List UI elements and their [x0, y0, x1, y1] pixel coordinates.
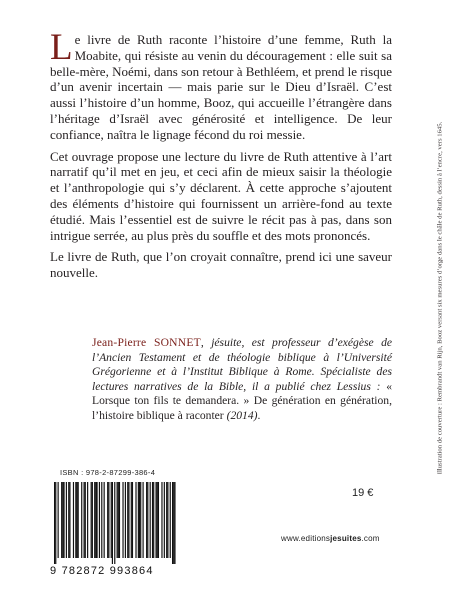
barcode-bar: [92, 482, 93, 558]
website-prefix: www.editions: [281, 534, 331, 543]
barcode-bar: [91, 482, 92, 558]
barcode-bar: [119, 482, 120, 558]
barcode-bar: [66, 482, 67, 558]
drop-cap: L: [50, 27, 73, 68]
barcode-bar: [143, 482, 144, 558]
barcode-bar: [62, 482, 63, 558]
barcode-bar: [54, 482, 55, 564]
author-bio-text-1: , jésuite, est professeur d’exégèse de l’Ancien Testament et de théologie biblique à l’Université Grégorienne et à l’Institut Biblique à Rome. Spécialiste des lectures narratives de la Bible, il a publié chez Lessius :: [92, 336, 393, 393]
barcode-bar: [173, 482, 174, 564]
barcode-bar: [170, 482, 171, 558]
barcode-bar: [69, 482, 70, 558]
barcode-bar: [104, 482, 105, 558]
barcode-bar: [108, 482, 109, 558]
barcode-bar: [78, 482, 79, 558]
website-brand: jesuites: [330, 534, 362, 543]
barcode-bar: [161, 482, 162, 558]
barcode-bar: [138, 482, 139, 558]
author-name: Jean-Pierre SONNET: [92, 336, 201, 349]
barcode-bar: [81, 482, 82, 558]
author-book-quote: « Lorsque ton fils te demandera. »: [92, 379, 392, 408]
barcode-bar: [167, 482, 168, 558]
barcode-bar: [150, 482, 151, 558]
barcode-bar: [153, 482, 154, 558]
barcode-bar: [146, 482, 147, 558]
cover-illustration-credit: [434, 18, 446, 578]
blurb-text-1: e livre de Ruth raconte l’histoire d’une femme, Ruth la Moabite, qui résiste au venin du découragement : elle suit sa belle-mère, Noémi, dans son retour à Bethléem, et prend le risque d’un avenir incertain — mais parie sur le Dieu d’Israël. C’est aussi l’histoire d’un homme, Booz, qui accueille l’étrangère dans l’héritage d’Israël avec générosité et intelligence. De leur confiance, naîtra le lignage fécond du roi messie.: [50, 32, 392, 142]
barcode-bar: [157, 482, 158, 558]
barcode-bar: [166, 482, 167, 558]
barcode-bar: [95, 482, 96, 558]
barcode-bar: [122, 482, 123, 558]
barcode-bar: [63, 482, 64, 558]
barcode-bar: [127, 482, 128, 558]
barcode-bar: [87, 482, 88, 558]
barcode-bar: [117, 482, 118, 558]
barcode-bar: [158, 482, 159, 558]
website-url[interactable]: [281, 534, 380, 543]
barcode-icon: [54, 482, 176, 564]
blurb-paragraph-2: Cet ouvrage propose une lecture du livre de Ruth attentive à l’art narratif qu’il met en jeu, et ceci afin de mieux saisir la théologie et l’anthropologie qui s’y déclarent. À cette approche s’ajoutent des éléments d’histoire qui fournissent un arrière-fond au texte étudié. Mais l’essentiel est de suivre le récit pas à pas, dans son intrigue serrée, au plus près du souffle et des mots prononcés.: [50, 148, 392, 243]
barcode-bar: [107, 482, 108, 558]
barcode-bar: [164, 482, 165, 558]
barcode-bar: [96, 482, 97, 558]
barcode-bar: [111, 482, 112, 558]
barcode-bar: [114, 482, 115, 564]
website-suffix: .com: [361, 534, 380, 543]
barcode-bar: [174, 482, 175, 564]
barcode-bar: [101, 482, 102, 558]
barcode-bar: [118, 482, 119, 558]
barcode-bar: [152, 482, 153, 558]
barcode-bar: [68, 482, 69, 558]
barcode-bar: [61, 482, 62, 558]
credit-text: Illustration de couverture : Rembrandt van Rijn, Booz versant six mesures d’orge dans le châle de Ruth, dessin à l’encre, vers 1645.: [436, 121, 444, 475]
blurb-paragraph-1: [50, 27, 392, 143]
barcode-bar: [140, 482, 141, 558]
barcode-bar: [94, 482, 95, 558]
barcode-bar: [73, 482, 74, 558]
barcode-bar: [125, 482, 126, 558]
barcode-bar: [131, 482, 132, 558]
barcode-bar: [155, 482, 156, 558]
barcode-bar: [76, 482, 77, 558]
blurb: [50, 27, 392, 281]
barcode-bar: [85, 482, 86, 558]
barcode-digits: 9 782872 993864: [50, 565, 154, 577]
author-book-year: (2014): [226, 408, 258, 422]
barcode-bar: [55, 482, 56, 564]
barcode-bar: [112, 482, 113, 564]
author-bio-text-2: De génération en génération, l’histoire biblique à raconter: [92, 394, 393, 422]
price: 19 €: [352, 487, 374, 499]
barcode-bar: [139, 482, 140, 558]
barcode-bar: [132, 482, 133, 558]
isbn-label: ISBN : 978-2-87299-386-4: [60, 468, 156, 477]
isbn-barcode-block: [50, 468, 180, 580]
author-bio: [92, 336, 392, 424]
barcode-bar: [58, 482, 59, 558]
barcode-bar: [135, 482, 136, 558]
blurb-paragraph-3: Le livre de Ruth, que l’on croyait connaître, prend ici une saveur nouvelle.: [50, 249, 392, 281]
barcode-bar: [99, 482, 100, 558]
barcode-bar: [84, 482, 85, 558]
barcode-bar: [147, 482, 148, 558]
barcode-bar: [128, 482, 129, 558]
barcode-bar: [172, 482, 173, 564]
barcode-bar: [75, 482, 76, 558]
author-bio-end: .: [257, 408, 261, 422]
